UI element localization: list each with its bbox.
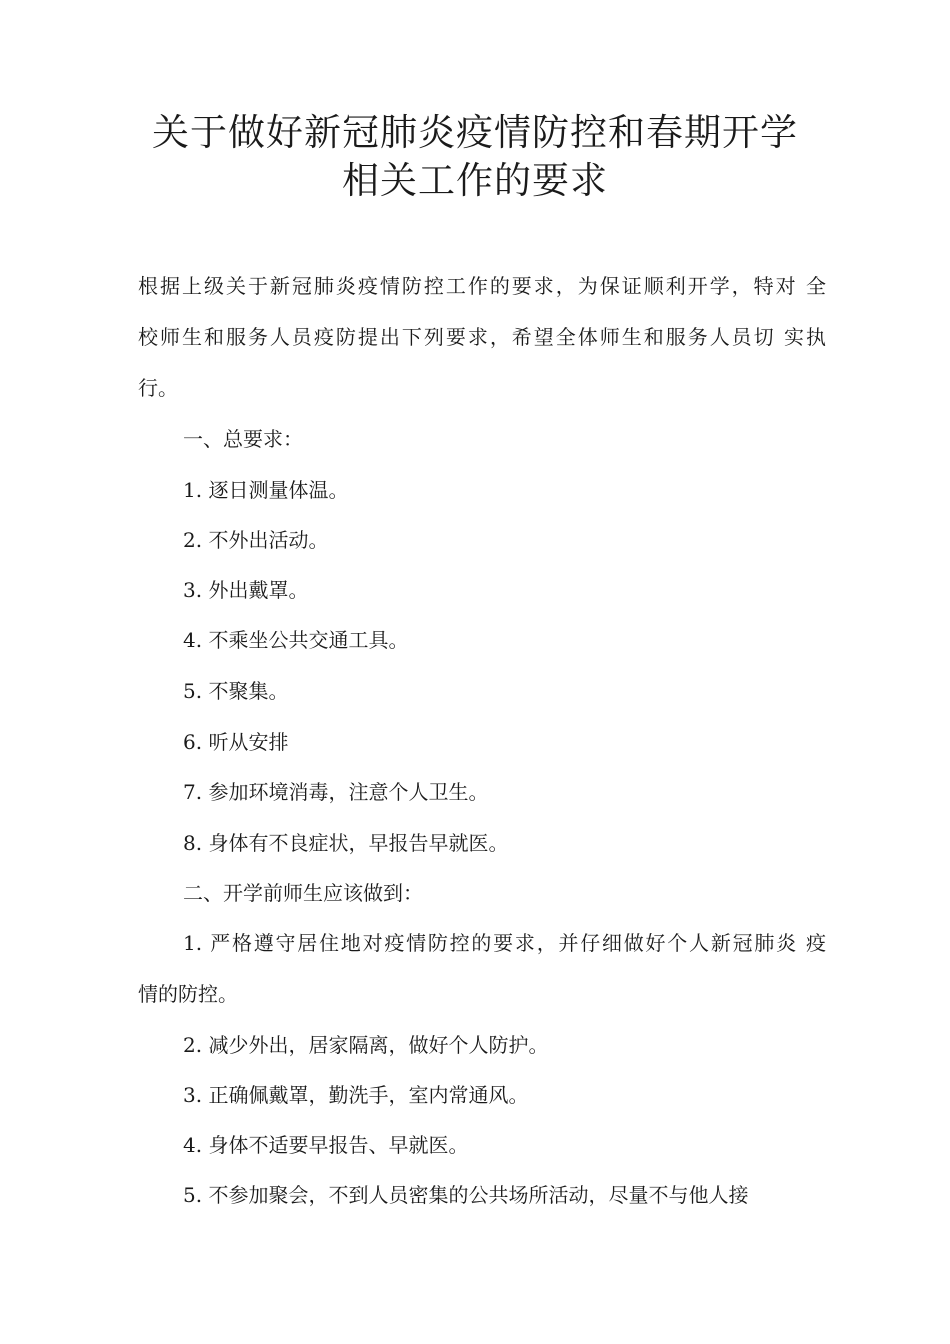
intro-line-3: 行。 xyxy=(138,376,178,400)
section-2-item: 2. 减少外出，居家隔离，做好个人防护。 xyxy=(183,1033,549,1057)
intro-line-2: 校师生和服务人员疫防提出下列要求，希望全体师生和服务人员切 实执 xyxy=(138,325,826,349)
section-1-item: 3. 外出戴罩。 xyxy=(183,578,309,602)
section-1-item: 2. 不外出活动。 xyxy=(183,528,329,552)
section-1-item: 5. 不聚集。 xyxy=(183,679,289,703)
section-2-item: 5. 不参加聚会，不到人员密集的公共场所活动，尽量不与他人接 xyxy=(183,1183,749,1207)
section-1-heading: 一、总要求： xyxy=(183,427,303,451)
section-1-item: 4. 不乘坐公共交通工具。 xyxy=(183,628,409,652)
section-1-item: 6. 听从安排 xyxy=(183,730,289,754)
section-2-heading: 二、开学前师生应该做到： xyxy=(183,881,423,905)
document-title-line-2: 相关工作的要求 xyxy=(342,159,608,202)
section-1-item: 1. 逐日测量体温。 xyxy=(183,478,349,502)
section-1-item: 7. 参加环境消毒，注意个人卫生。 xyxy=(183,780,489,804)
intro-line-1: 根据上级关于新冠肺炎疫情防控工作的要求，为保证顺利开学，特对 全 xyxy=(138,274,826,298)
section-2-item: 4. 身体不适要早报告、早就医。 xyxy=(183,1133,469,1157)
section-2-item: 3. 正确佩戴罩，勤洗手，室内常通风。 xyxy=(183,1083,529,1107)
section-2-item-1-line-1: 1. 严格遵守居住地对疫情防控的要求，并仔细做好个人新冠肺炎 疫 xyxy=(183,931,826,955)
section-2-item-1-line-2: 情的防控。 xyxy=(138,982,238,1006)
document-title-line-1: 关于做好新冠肺炎疫情防控和春期开学 xyxy=(152,111,798,154)
section-1-item: 8. 身体有不良症状，早报告早就医。 xyxy=(183,831,509,855)
